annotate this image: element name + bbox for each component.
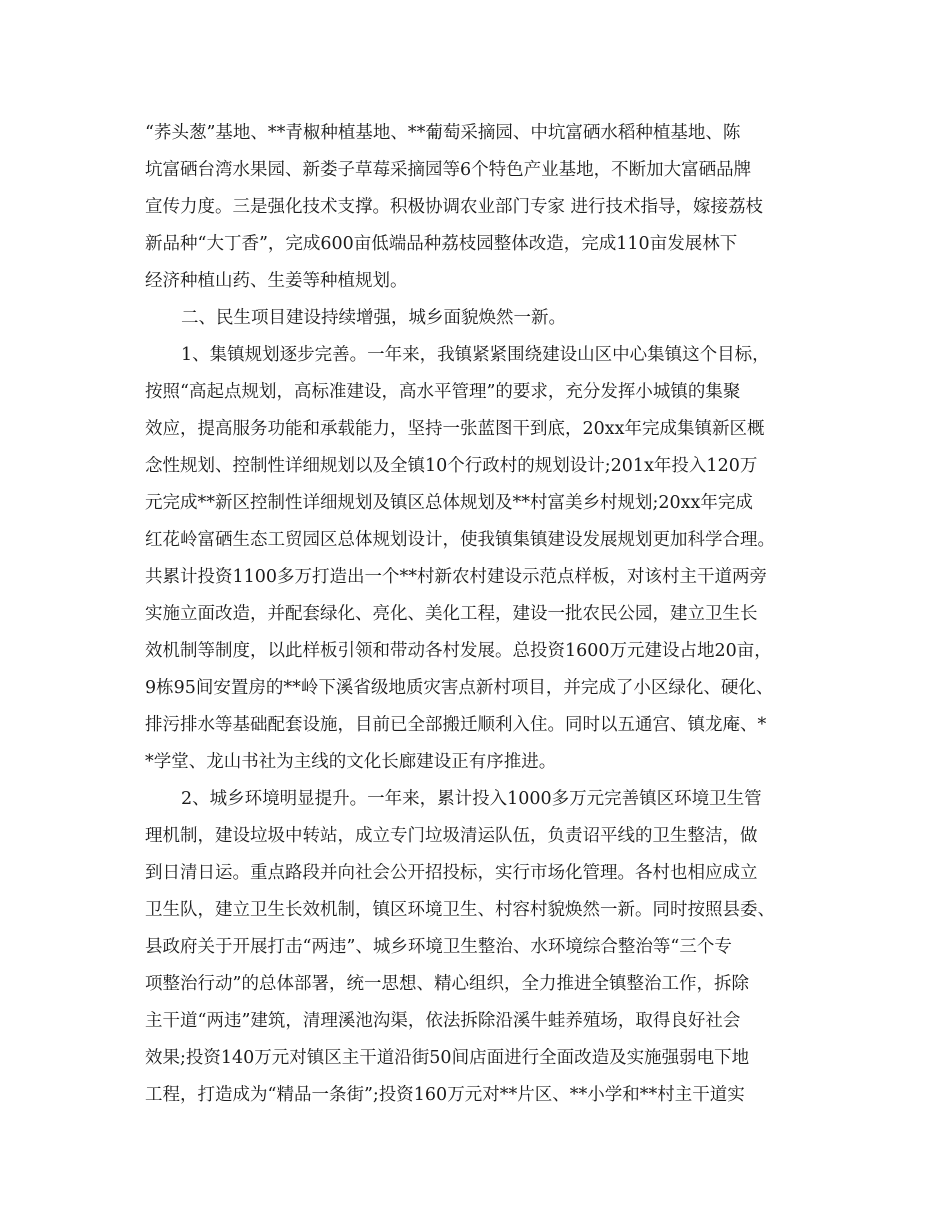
text-line: 主干道“两违”建筑，清理溪池沟渠，依法拆除沿溪牛蛙养殖场，取得良好社会	[145, 1011, 741, 1031]
text-line: 理机制，建设垃圾中转站，成立专门垃圾清运队伍，负责诏平线的卫生整洁，做	[145, 826, 758, 846]
text-line: “荞头葱”基地、**青椒种植基地、**葡萄采摘园、中坑富硒水稻种植基地、陈	[145, 123, 741, 143]
text-line: 红花岭富硒生态工贸园区总体规划设计，使我镇集镇建设发展规划更加科学合理。	[145, 530, 775, 550]
text-line: 新品种“大丁香”，完成600亩低端品种荔枝园整体改造，完成110亩发展林下	[145, 234, 738, 254]
text-line: *学堂、龙山书社为主线的文化长廊建设正有序推进。	[145, 752, 557, 772]
text-line: 9栋95间安置房的**岭下溪省级地质灾害点新村项目，并完成了小区绿化、硬化、	[145, 678, 774, 698]
text-line: 效应，提高服务功能和承载能力，坚持一张蓝图干到底，20xx年完成集镇新区概	[145, 419, 765, 439]
text-line: 效机制等制度，以此样板引领和带动各村发展。总投资1600万元建设占地20亩，	[145, 641, 772, 661]
text-line: 项整治行动”的总体部署，统一思想、精心组织，全力推进全镇整治工作，拆除	[145, 974, 749, 994]
text-line: 1、集镇规划逐步完善。一年来，我镇紧紧围绕建设山区中心集镇这个目标，	[181, 345, 770, 365]
text-line: 县政府关于开展打击“两违”、城乡环境卫生整治、水环境综合整治等“三个专	[145, 937, 732, 957]
text-line: 工程，打造成为“精品一条街”;投资160万元对**片区、**小学和**村主干道实	[145, 1085, 745, 1105]
text-line: 卫生队，建立卫生长效机制，镇区环境卫生、村容村貌焕然一新。同时按照县委、	[145, 900, 775, 920]
text-line: 排污排水等基础配套设施，目前已全部搬迁顺利入住。同时以五通宫、镇龙庵、*	[145, 715, 767, 735]
text-line: 2、城乡环境明显提升。一年来，累计投入1000多万元完善镇区环境卫生管	[181, 789, 762, 809]
text-line: 到日清日运。重点路段并向社会公开招投标，实行市场化管理。各村也相应成立	[145, 863, 758, 883]
text-line: 效果;投资140万元对镇区主干道沿街50间店面进行全面改造及实施强弱电下地	[145, 1048, 750, 1068]
text-line: 宣传力度。三是强化技术支撑。积极协调农业部门专家 进行技术指导，嫁接荔枝	[145, 197, 764, 217]
text-line: 共累计投资1100多万打造出一个**村新农村建设示范点样板，对该村主干道两旁	[145, 567, 768, 587]
text-line: 按照“高起点规划，高标准建设，高水平管理”的要求，充分发挥小城镇的集聚	[145, 382, 741, 402]
section-heading: 二、民生项目建设持续增强，城乡面貌焕然一新。	[181, 308, 566, 328]
text-line: 坑富硒台湾水果园、新娄子草莓采摘园等6个特色产业基地，不断加大富硒品牌	[145, 160, 752, 180]
text-line: 念性规划、控制性详细规划以及全镇10个行政村的规划设计;201x年投入120万	[145, 456, 758, 476]
text-line: 实施立面改造，并配套绿化、亮化、美化工程，建设一批农民公园，建立卫生长	[145, 604, 758, 624]
text-line: 经济种植山药、生姜等种植规划。	[145, 271, 408, 291]
text-line: 元完成**新区控制性详细规划及镇区总体规划及**村富美乡村规划;20xx年完成	[145, 493, 753, 513]
